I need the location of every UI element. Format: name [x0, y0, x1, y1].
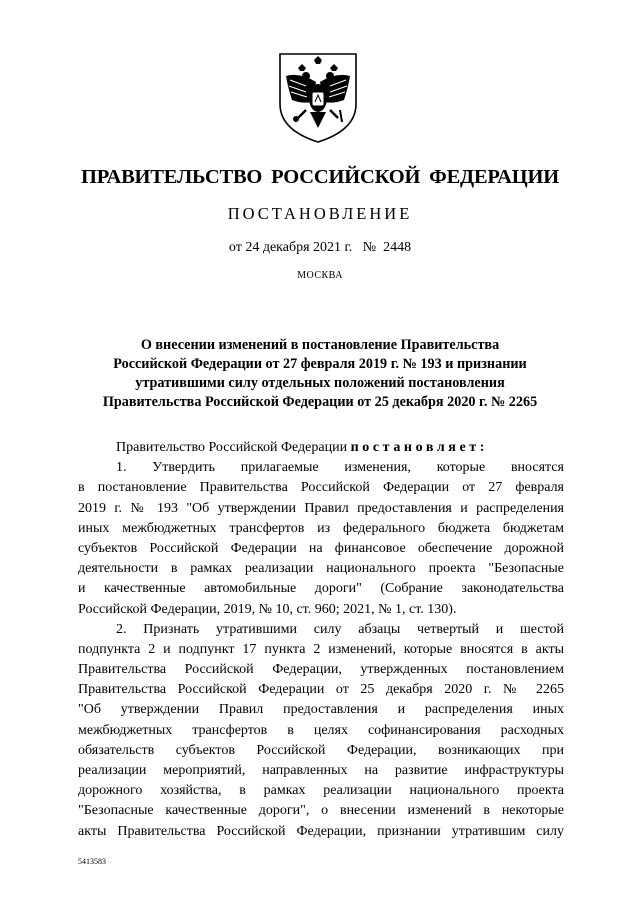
paragraph-line: 2019 г. № 193 "Об утверждении Правил предоставления и распределения [78, 500, 564, 516]
paragraph-line: обязательств субъектов Российской Федерации, возникающих при [78, 742, 564, 758]
subject-line: О внесении изменений в постановление Правительства [140, 337, 500, 353]
paragraph-line: Российской Федерации, 2019, № 10, ст. 960; 2021, № 1, ст. 130). [78, 601, 457, 617]
paragraph-line: подпункта 2 и подпункт 17 пункта 2 изменений, которые вносятся в акты [78, 641, 564, 657]
decree-date: от 24 декабря 2021 г. [228, 240, 353, 255]
city: МОСКВА [297, 270, 343, 281]
preamble-text: Правительство Российской Федерации [116, 440, 348, 455]
preamble [78, 438, 564, 458]
paragraph-line: акты Правительства Российской Федерации, признании утратившим силу [78, 823, 564, 839]
paragraph-line: "Об утверждении Правил предоставления и распределения иных [78, 702, 564, 718]
russian-coat-of-arms-icon [276, 52, 360, 144]
document-code: 5413583 [78, 857, 106, 866]
paragraph-line: "Безопасные качественные дороги", о внесении изменений в некоторые [78, 803, 564, 819]
paragraph-line: Правительства Российской Федерации от 25 декабря 2020 г. № 2265 [78, 682, 564, 698]
decree-subject [0, 336, 640, 412]
subject-line: Российской Федерации от 27 февраля 2019 г. № 193 и признании [113, 356, 527, 372]
paragraph-line: 1. Утвердить прилагаемые изменения, которые вносятся [116, 460, 564, 476]
paragraph-line: 2. Признать утратившими силу абзацы четвертый и шестой [116, 621, 564, 637]
paragraph-line: иных межбюджетных трансфертов из федерального бюджета бюджетам [78, 520, 564, 536]
paragraph-line: дорожного хозяйства, в рамках реализации национального проекта [78, 783, 564, 799]
paragraph-line: в постановление Правительства Российской Федерации от 27 февраля [78, 480, 564, 496]
decree-word: постановляет: [350, 440, 488, 455]
paragraph-line: реализации мероприятий, направленных на развитие инфраструктуры [78, 763, 564, 778]
decree-body [78, 438, 564, 842]
date-line [0, 240, 640, 256]
number-sign: № [362, 240, 377, 255]
government-title: ПРАВИТЕЛЬСТВО РОССИЙСКОЙ ФЕДЕРАЦИИ [81, 166, 559, 188]
subject-line: Правительства Российской Федерации от 25 декабря 2020 г. № 2265 [102, 394, 538, 410]
paragraph-line: и качественные автомобильные дороги" (Собрание законодательства [78, 581, 564, 597]
paragraph-line: субъектов Российской Федерации на финансовое обеспечение дорожной [78, 540, 564, 556]
decree-number: 2448 [383, 240, 412, 255]
document-type: ПОСТАНОВЛЕНИЕ [227, 204, 413, 223]
subject-line: утратившими силу отдельных положений постановления [135, 375, 505, 391]
paragraph-line: деятельности в рамках реализации национального проекта "Безопасные [78, 561, 564, 577]
paragraph-line: Правительства Российской Федерации, утвержденных постановлением [78, 662, 564, 678]
paragraph-line: межбюджетных трансфертов в целях софинансирования расходных [78, 722, 564, 738]
